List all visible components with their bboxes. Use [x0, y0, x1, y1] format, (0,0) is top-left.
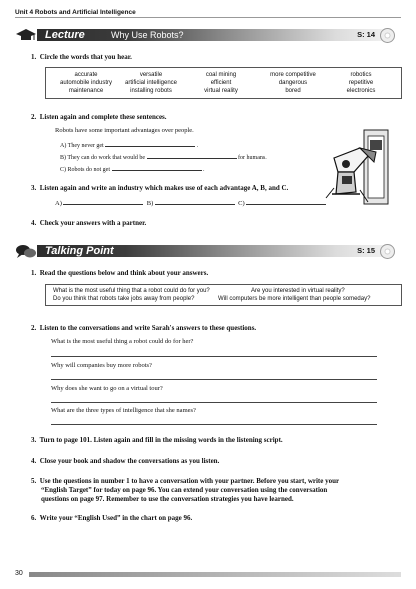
header-divider: [15, 17, 401, 18]
graduation-cap-icon: [15, 28, 37, 43]
q2-c-end: .: [203, 167, 205, 173]
cd-icon: [380, 28, 395, 43]
cd-icon: [380, 244, 395, 259]
q3-c-blank[interactable]: [246, 198, 326, 205]
footer-bar: [29, 572, 401, 577]
answer-line[interactable]: [51, 356, 377, 357]
q2-sentence-b: [60, 152, 267, 162]
lecture-banner: [15, 28, 401, 43]
robot-illustration: [324, 128, 396, 208]
unit-title: Unit 4 Robots and Artificial Intelligence: [15, 9, 136, 16]
word-item: dangerous: [278, 80, 308, 86]
talking-q6: [31, 514, 192, 523]
word-item: more competitive: [270, 72, 316, 78]
q1-text: Circle the words that you hear.: [39, 53, 132, 61]
word-item: installing robots: [130, 88, 172, 94]
t3-number: 3.: [31, 436, 37, 444]
q2-lead: Robots have some important advantages over people.: [55, 127, 194, 134]
t5-line-2: “English Target” for today on page 96. You can extend your conversation using the conversation: [41, 486, 328, 494]
discussion-questions-box: [45, 284, 402, 306]
word-item: automobile industry: [59, 80, 113, 86]
word-item: maintenance: [68, 88, 104, 94]
discussion-question: Do you think that robots take jobs away from people?: [53, 296, 195, 302]
q3-c-label: C): [238, 200, 245, 207]
answer-line[interactable]: [51, 402, 377, 403]
q3-answers: [55, 198, 326, 208]
lecture-label: Lecture: [45, 29, 85, 41]
q3-a-label: A): [55, 200, 62, 207]
word-item: accurate: [74, 72, 98, 78]
q2-b-blank[interactable]: [147, 152, 237, 159]
q3-b-blank[interactable]: [155, 198, 235, 205]
q3-a-blank[interactable]: [63, 198, 143, 205]
word-box: [45, 67, 402, 99]
word-item: repetitive: [348, 80, 374, 86]
q2-a-text: A) They never get: [60, 143, 104, 149]
t3-text: Turn to page 101. Listen again and fill in the missing words in the listening script.: [39, 436, 283, 444]
word-item: artificial intelligence: [124, 80, 178, 86]
q3-b-label: B): [146, 200, 154, 207]
q4-number: 4.: [31, 219, 37, 227]
word-item: coal mining: [205, 72, 237, 78]
q3-text: Listen again and write an industry which makes use of each advantage A, B, and C.: [39, 184, 289, 192]
q2-c-text: C) Robots do not get: [60, 167, 111, 173]
talking-q2: [31, 324, 256, 333]
q2-b-text: B) They can do work that would be: [60, 155, 146, 161]
word-item: virtual reality: [204, 88, 238, 94]
discussion-question: Are you interested in virtual reality?: [251, 288, 345, 294]
t6-text: Write your “English Used” in the chart on page 96.: [39, 514, 193, 522]
t1-text: Read the questions below and think about your answers.: [39, 269, 209, 277]
t2-question: Why will companies buy more robots?: [51, 362, 152, 369]
answer-line[interactable]: [51, 424, 377, 425]
t2-question: Why does she want to go on a virtual tour?: [51, 385, 163, 392]
t5-number: 5.: [31, 477, 37, 485]
q3-number: 3.: [31, 184, 37, 192]
q1-number: 1.: [31, 53, 37, 61]
lecture-track-number: S: 14: [357, 30, 375, 39]
q2-a-blank[interactable]: [105, 140, 195, 147]
t5-line-3: questions on page 97. Remember to use the conversation strategies you have learned.: [41, 495, 294, 503]
q2-text: Listen again and complete these sentences.: [39, 113, 167, 121]
talking-point-track-number: S: 15: [357, 246, 375, 255]
speech-bubbles-icon: [15, 244, 37, 259]
discussion-question: Will computers be more intelligent than people someday?: [218, 296, 371, 302]
t2-question: What is the most useful thing a robot could do for her?: [51, 338, 194, 345]
page-number: 30: [15, 570, 23, 577]
lecture-q3: [31, 184, 288, 193]
lecture-q4: [31, 219, 146, 228]
word-item: efficient: [210, 80, 232, 86]
talking-q4: [31, 457, 219, 466]
word-item: electronics: [346, 88, 376, 94]
q2-number: 2.: [31, 113, 37, 121]
t1-number: 1.: [31, 269, 37, 277]
q2-sentence-c: [60, 164, 205, 174]
talking-q5: [31, 477, 339, 486]
t4-number: 4.: [31, 457, 37, 465]
lecture-subtitle: Why Use Robots?: [111, 30, 184, 40]
lecture-bar: [37, 29, 389, 41]
t6-number: 6.: [31, 514, 37, 522]
q2-sentence-a: [60, 140, 198, 150]
talking-q1: [31, 269, 208, 278]
discussion-question: What is the most useful thing that a robot could do for you?: [53, 288, 210, 294]
q4-text: Check your answers with a partner.: [39, 219, 147, 227]
q2-a-end: .: [196, 143, 199, 149]
talking-point-banner: [15, 244, 401, 259]
t4-text: Close your book and shadow the conversations as you listen.: [39, 457, 220, 465]
talking-point-label: Talking Point: [45, 245, 114, 257]
lecture-q1: [31, 53, 132, 62]
t2-question: What are the three types of intelligence that she names?: [51, 407, 196, 414]
word-item: bored: [285, 88, 301, 94]
t2-number: 2.: [31, 324, 37, 332]
q2-b-end: for humans.: [238, 155, 267, 161]
t2-text: Listen to the conversations and write Sarah's answers to these questions.: [39, 324, 257, 332]
talking-q3: [31, 436, 283, 445]
word-item: robotics: [350, 72, 372, 78]
t5-line-1: Use the questions in number 1 to have a conversation with your partner. Before you start, write your: [39, 477, 340, 485]
answer-line[interactable]: [51, 379, 377, 380]
word-item: versatile: [139, 72, 163, 78]
lecture-q2: [31, 113, 167, 122]
q2-c-blank[interactable]: [112, 164, 202, 171]
